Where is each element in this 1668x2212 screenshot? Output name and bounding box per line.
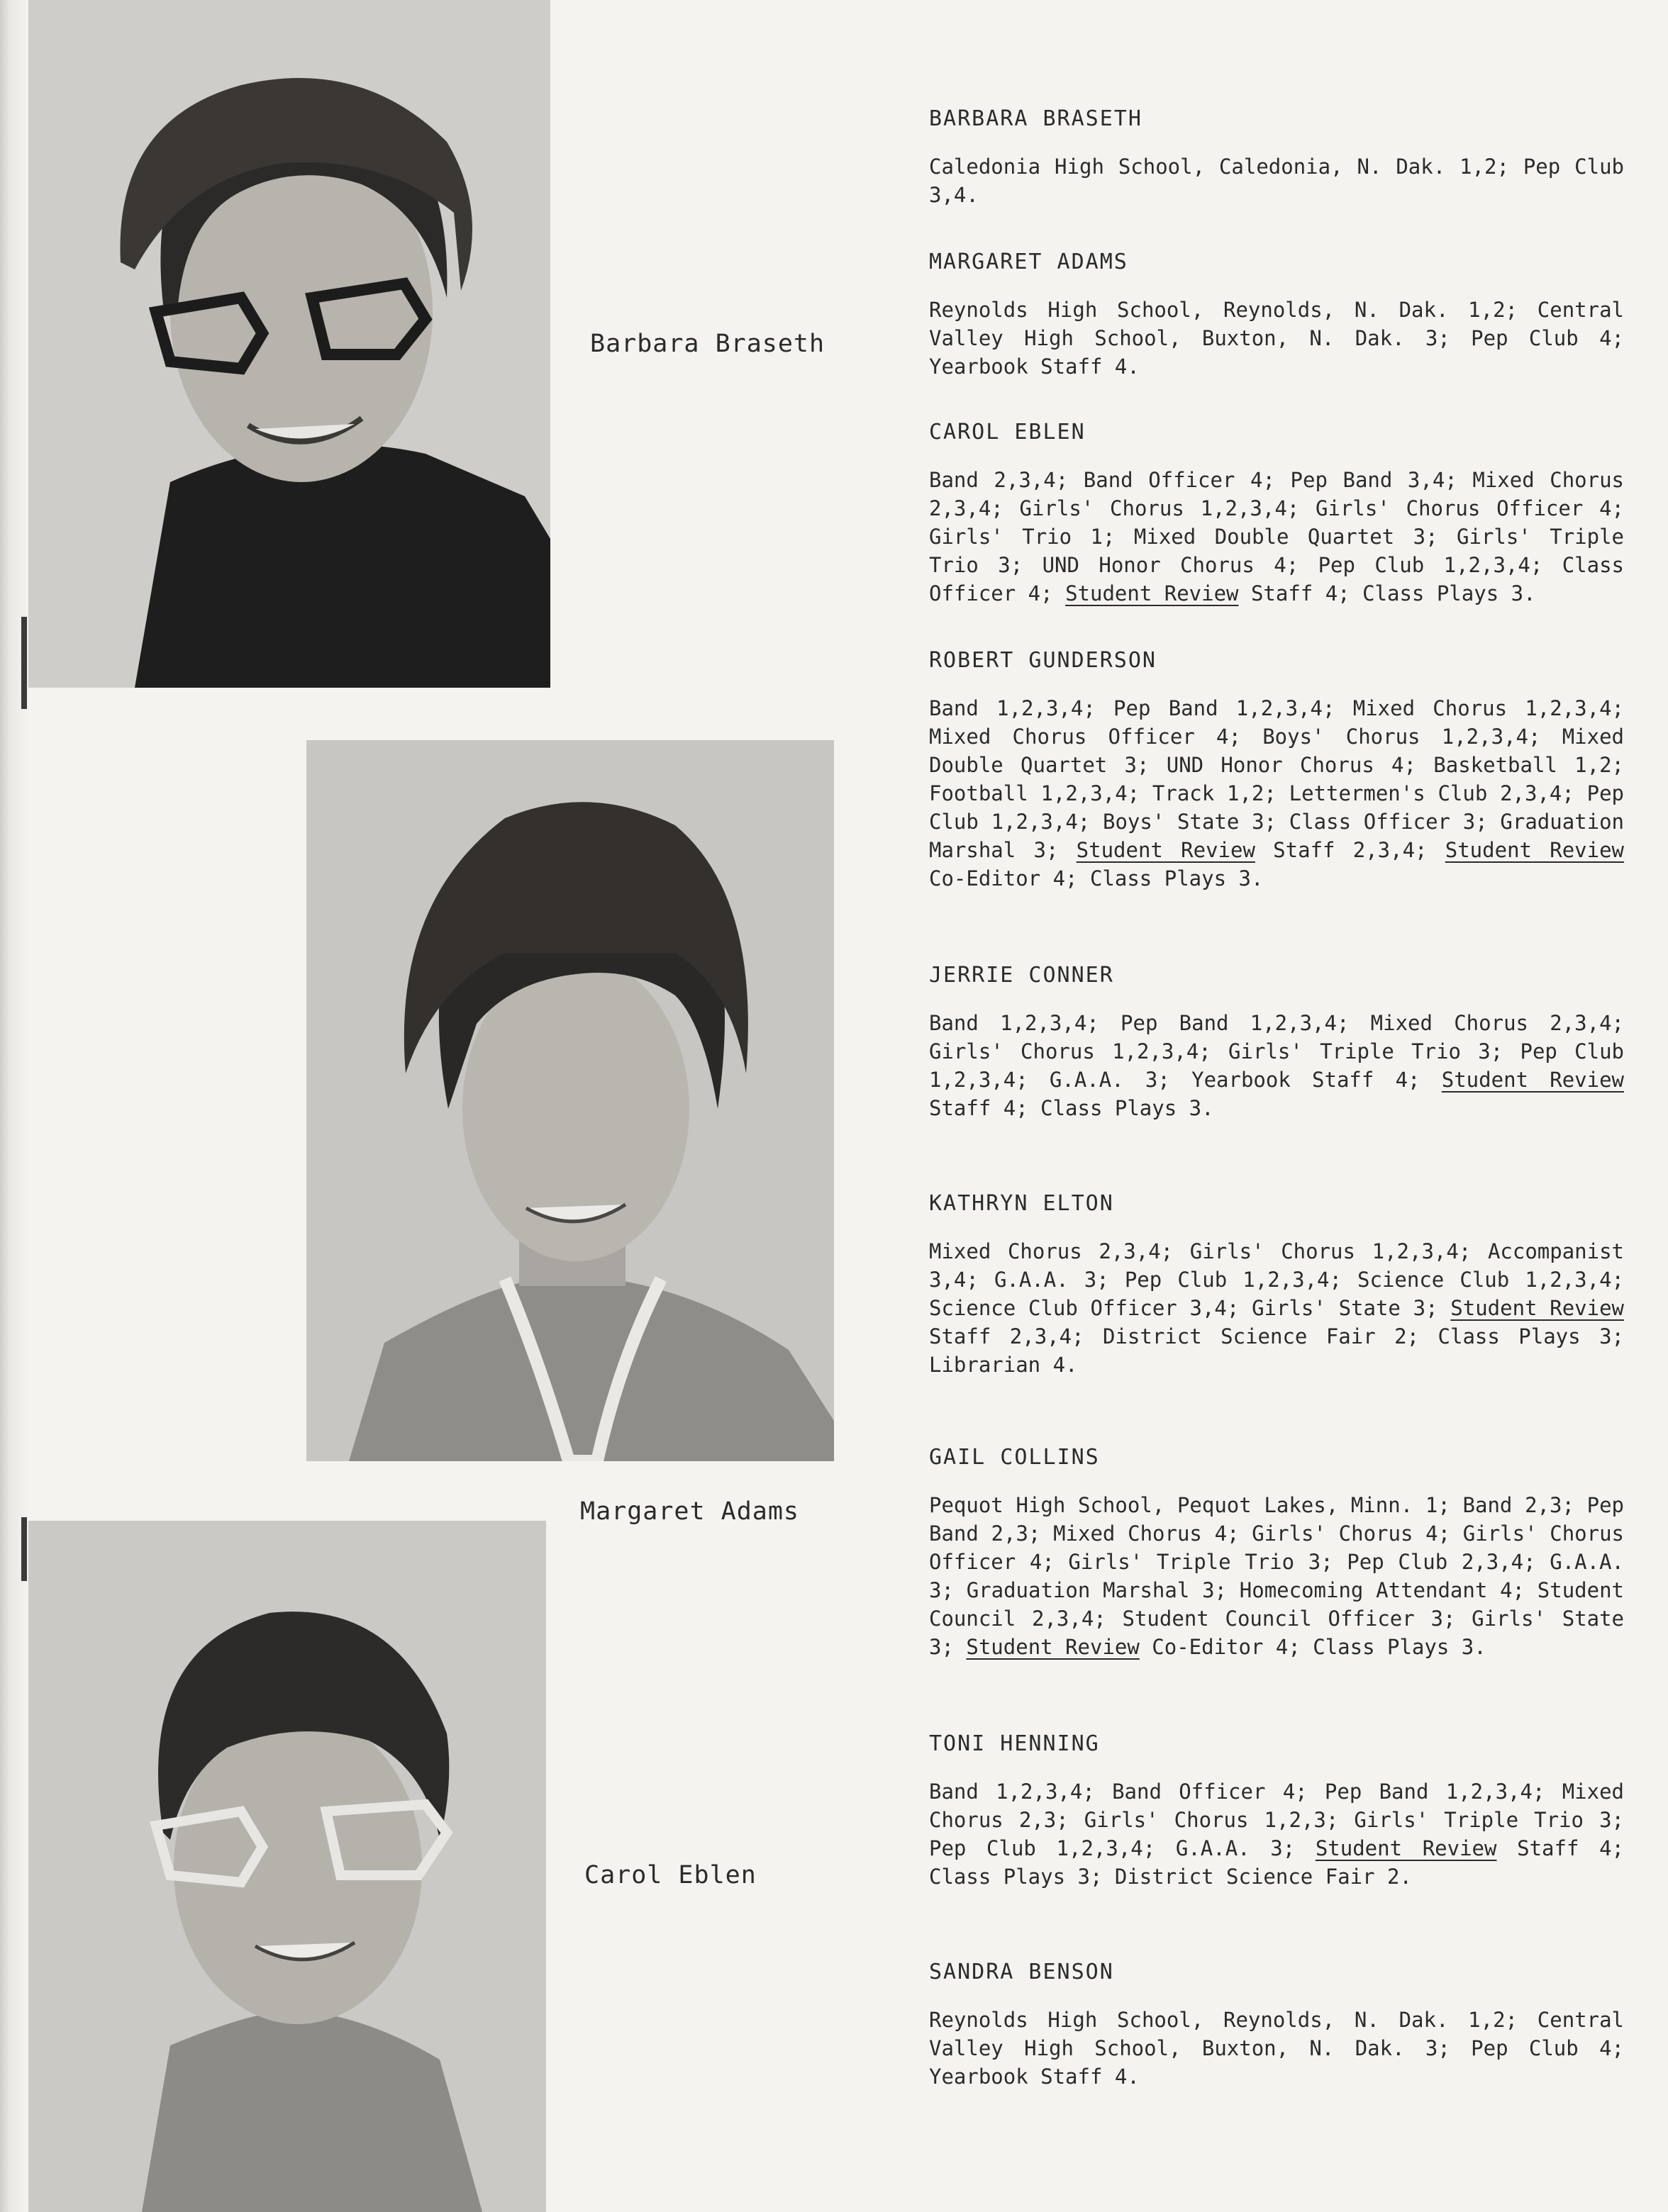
edge-mark (21, 617, 27, 709)
portrait-photo-3 (28, 1521, 546, 2212)
entry-margaret-adams (929, 250, 1624, 381)
entry-bio: Mixed Chorus 2,3,4; Girls' Chorus 1,2,3,4; Accompanist 3,4; G.A.A. 3; Pep Club 1,2,3,4; Science Club 1,2,3,4; Science Club Officer 3,4; Girls' State 3; Student Review Staff 2,3,4; District Science Fair 2; Class Plays 3; Librarian 4. (929, 1239, 1624, 1377)
entry-bio: Band 1,2,3,4; Band Officer 4; Pep Band 1,2,3,4; Mixed Chorus 2,3; Girls' Chorus 1,2,3; Girls' Triple Trio 3; Pep Club 1,2,3,4; G.A.A. 3; Student Review Staff 4; Class Plays 3; District Science Fair 2. (929, 1780, 1625, 1889)
underlined-title: Student Review (1076, 838, 1255, 862)
underlined-title: Student Review (1450, 1296, 1624, 1320)
entry-carol-eblen (929, 420, 1624, 608)
entry-bio: Band 2,3,4; Band Officer 4; Pep Band 3,4; Mixed Chorus 2,3,4; Girls' Chorus 1,2,3,4; Girls' Chorus Officer 4; Girls' Trio 1; Mixed Double Quartet 3; Girls' Triple Trio 3; UND Honor Chorus 4; Pep Club 1,2,3,4; Class Officer 4; Student Review Staff 4; Class Plays 3. (929, 468, 1624, 605)
portrait-photo-2 (306, 740, 834, 1461)
entry-bio: Band 1,2,3,4; Pep Band 1,2,3,4; Mixed Chorus 1,2,3,4; Mixed Chorus Officer 4; Boys' Chorus 1,2,3,4; Mixed Double Quartet 3; UND Honor Chorus 4; Basketball 1,2; Football 1,2,3,4; Track 1,2; Lettermen's Club 2,3,4; Pep Club 1,2,3,4; Boys' State 3; Class Officer 3; Graduation Marshal 3; Student Review Staff 2,3,4; Student Review Co-Editor 4; Class Plays 3. (929, 696, 1625, 890)
entry-name: GAIL COLLINS (929, 1445, 1100, 1470)
entry-name: MARGARET ADAMS (929, 250, 1128, 274)
underlined-title: Student Review (1441, 1068, 1624, 1092)
page-edge (0, 0, 28, 2212)
entry-robert-gunderson (929, 648, 1624, 893)
entry-sandra-benson (929, 1960, 1624, 2091)
edge-mark (21, 1517, 27, 1581)
entry-gail-collins (929, 1445, 1624, 1661)
photo-caption-3: Carol Eblen (584, 1861, 757, 1889)
underlined-title: Student Review (966, 1635, 1140, 1659)
portrait-photo-1 (28, 0, 550, 688)
entry-bio: Reynolds High School, Reynolds, N. Dak. 1,2; Central Valley High School, Buxton, N. Dak. 3; Pep Club 4; Yearbook Staff 4. (929, 298, 1624, 379)
underlined-title: Student Review (1445, 838, 1625, 862)
underlined-title: Student Review (1065, 581, 1239, 605)
underlined-title: Student Review (1315, 1836, 1497, 1860)
entry-name: BARBARA BRASETH (929, 106, 1142, 131)
entry-bio: Reynolds High School, Reynolds, N. Dak. 1,2; Central Valley High School, Buxton, N. Dak. 3; Pep Club 4; Yearbook Staff 4. (929, 2008, 1624, 2089)
entry-jerrie-conner (929, 963, 1624, 1122)
entry-name: ROBERT GUNDERSON (929, 648, 1157, 673)
entry-bio: Caledonia High School, Caledonia, N. Dak. 1,2; Pep Club 3,4. (929, 155, 1624, 207)
entry-barbara-braseth (929, 106, 1624, 209)
entry-toni-henning (929, 1731, 1624, 1891)
entry-name: TONI HENNING (929, 1731, 1100, 1756)
entry-name: JERRIE CONNER (929, 963, 1114, 988)
entry-bio: Pequot High School, Pequot Lakes, Minn. 1; Band 2,3; Pep Band 2,3; Mixed Chorus 4; Girls' Chorus 4; Girls' Chorus Officer 4; Girls' Triple Trio 3; Pep Club 2,3,4; G.A.A. 3; Graduation Marshal 3; Homecoming Attendant 4; Student Council 2,3,4; Student Council Officer 3; Girls' State 3; Student Review Co-Editor 4; Class Plays 3. (929, 1493, 1624, 1659)
photo-caption-2: Margaret Adams (580, 1497, 800, 1526)
photo-caption-1: Barbara Braseth (590, 330, 825, 358)
entry-name: CAROL EBLEN (929, 420, 1086, 445)
entry-kathryn-elton (929, 1191, 1624, 1379)
entry-name: KATHRYN ELTON (929, 1191, 1114, 1216)
entry-name: SANDRA BENSON (929, 1960, 1114, 1984)
entry-bio: Band 1,2,3,4; Pep Band 1,2,3,4; Mixed Chorus 2,3,4; Girls' Chorus 1,2,3,4; Girls' Triple Trio 3; Pep Club 1,2,3,4; G.A.A. 3; Yearbook Staff 4; Student Review Staff 4; Class Plays 3. (929, 1011, 1624, 1120)
